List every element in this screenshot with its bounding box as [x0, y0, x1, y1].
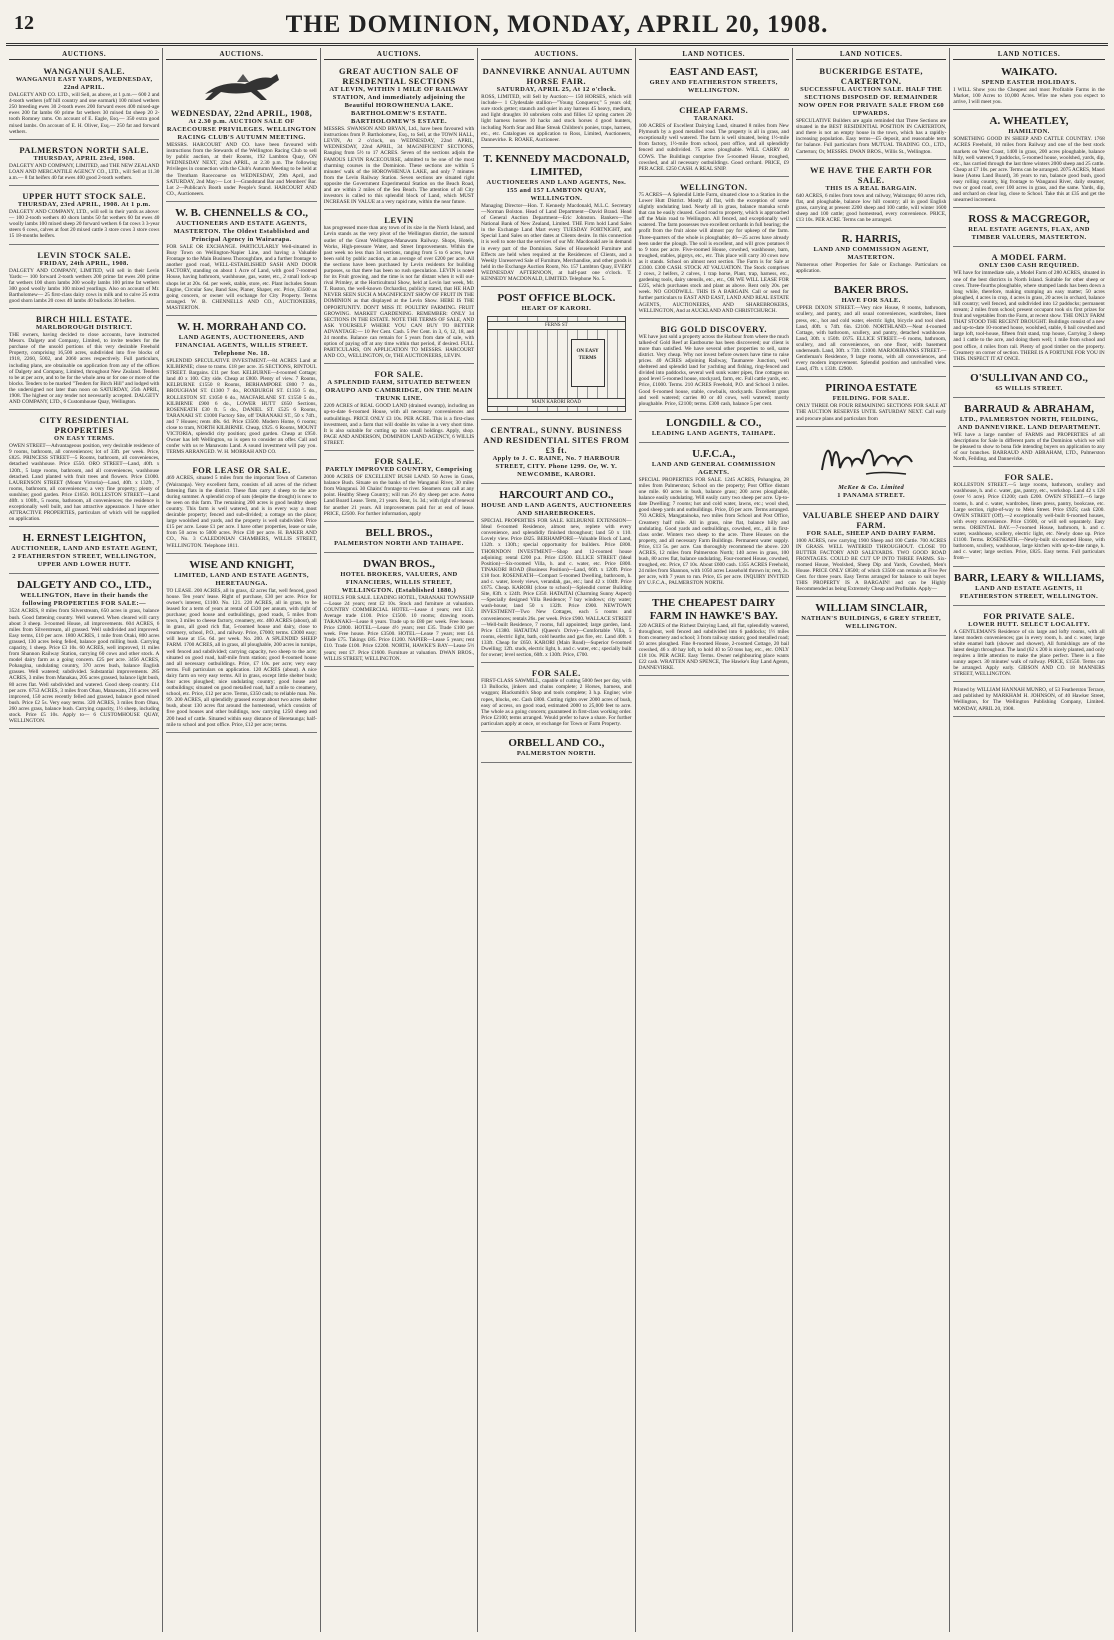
ad-headline: U.F.C.A., [692, 447, 736, 460]
column-heading: AUCTIONS. [481, 48, 631, 60]
ad-subheading: SUCCESSFUL AUCTION SALE. HALF THE SECTIONS DISPOSED OF. REMAINDER NOW OPEN FOR PRIVATE SALE FROM £60 UPWARDS. [798, 86, 945, 118]
ad-body-text: WE have a large number of FARMS and PROPERTIES of all descriptions for Sale in different parts of the Dominion which we will be pleased to show to bona fide intending buyers on application to any of our branches. BARRAUD AND ABRAHAM, LTD., Palmerston North, Feilding, and Dannevirke. [953, 431, 1105, 463]
column-3 [321, 48, 478, 1632]
ad-body-text: ROSS, LIMITED, will Sell by Auction:— 150 HORSES, which will include— 1 Clydesdale stallion—"Young Conqueror," 5 years old; sure stock getter; staunch and quiet in any harness 45 heavy, medium, and light draughts 10 unbroken colts and fillies 12 spring carters 20 light harness horses 10 hacks and stock horses 4 good hunters, including North Star and Blue Streak Children's ponies, traps, harness, etc., etc. Catalogues on application to Ross, Limited, Auctioneers, Dannevirke. R. ROAKE, Auctioneer. [481, 94, 632, 143]
column-heading: LAND NOTICES. [639, 48, 789, 60]
advertisement [324, 453, 474, 522]
ad-body-text: I WILL Show you the Cheapest and most Profitable Farms in the Market, 100 Acres to 10,000 Acres. Wire me when you expect to arrive, I will meet you. [953, 87, 1105, 106]
newspaper-title: THE DOMINION, MONDAY, APRIL 20, 1908. [285, 10, 829, 38]
ad-body-text: 1000 ACRES, now carrying 1900 Sheep and 100 Cattle. 700 ACRES IN GRASS. WELL WATERED THROUGHOUT. CLOSE TO BUTTER FACTORY AND SALEYARDS. TWO GOOD ROAD FRONTAGES. COULD BE CUT UP INTO THREE FARMS. Six-roomed House, Woolshed, Sheep Dip and Yards, Cowshed, Men's House. PRICE ONLY £8500; of which £3500 can remain at Five Per Cent. for three years. Easy Terms arranged for balance to suit buyer. THIS PROPERTY IS A BARGAIN! and can be Highly Recommended as being Extremely Cheap and Profitable. Apply— [795, 537, 947, 593]
advertisement [9, 311, 159, 410]
ad-subheading: MARLBOROUGH DISTRICT. [35, 324, 133, 332]
advertisement [953, 569, 1104, 606]
ad-headline: BUCKERIDGE ESTATE, CARTERTON. [819, 66, 923, 87]
advertisement [953, 469, 1104, 566]
column-1 [6, 48, 163, 1632]
ad-headline: WELLINGTON. [680, 181, 748, 192]
ad-subheading: LAND AGENTS, AUCTIONEERS, AND FINANCIAL AGENTS, WILLIS STREET. Telephone No. 18. [175, 333, 308, 357]
ad-subheading: GREY AND FEATHERSTON STREETS, WELLINGTON. [649, 79, 778, 95]
advertisement [639, 102, 789, 177]
ad-body-text: TO LEASE. 200 ACRES, all in grass, 42 acres flat, well fenced, good house. Ten years' lease. Right of purchase, £30 per acre. Price for owner's interest, £1100. No. 121. 220 ACRES, all in grass, to be leased for a term of years at rental of £320 per annum, with right of purchase; good house and outbuildings, good roads, 5 miles from town, 3 miles to cheese factory, creamery, etc. 400 ACRES (about), all in grass, all good rich flat, 5-roomed house and dairy, close to creamery, school, P.O., and railway. Price, £7000; terms. £3000 easy; will lease at 15s. 6d. per week. No. 200. A SPLENDID SHEEP FARM. 1700 ACRES, all in grass, all ploughable, 200 acres in turnips, well fenced and subdivided; carrying capacity, two sheep to the acre; situated on good road, half-mile from station; good 8-roomed house and all necessary outbuildings. Price, £7 10s. per acre; very easy terms. Full particulars on application. 120 ACRES (about). A nice dairy farm on very easy terms. All in grass, except little shelter bush; four acres ploughed; nice undulating country; good house and outbuildings; situated on good metalled road, half a mile to creamery, school, etc. Price, £12 per acre. Terms, £350 cash; to reliable man. No. 99. 200 ACRES, all splendidly grassed except about two acres shelter bush, about 130 acres flat around the homestead, which consists of five good houses and other buildings, now carrying 1250 sheep and 200 head of cattle. Situated within easy distance of Heretaunga; half-mile to school and post office. Price, £12 per acre; terms. [166, 587, 317, 728]
ad-body-text: HOTELS FOR SALE. LEADING HOTEL, TARANAKI TOWNSHIP—Lease 24 years; rent £2 10s. Stock and furniture at valuation. COUNTRY COMMERCIAL HOTEL—Lease 4 years; rent £12. Average trade £100. Price £1500. 10 rooms; drawing room. TARANAKI—Lease 8 years. Trade up to £80 per week. Free house. Price £2000. HOTEL—Lease 4½ years; rent £35. Trade £100 per week. Free house. Price £3500. HOTEL—Lease 7 years; rent £4. Trade £75. Takings £85. Price £1200. NAPIER—Lease 5 years; rent £10. Trade £100. Price £2200. NORTH, HAWKE'S BAY—Lease 5½ years; rent £7. Price £1600. Furniture at valuation. DWAN BROS., WILLIS STREET, WELLINGTON. [323, 594, 475, 662]
ad-headline: LEVIN STOCK SALE. [37, 249, 131, 260]
ad-subheading: ONLY £300 CASH REQUIRED. [978, 262, 1080, 270]
ad-subheading: PARTLY IMPROVED COUNTRY, Comprising [325, 466, 473, 474]
ad-headline: VALUABLE SHEEP AND DAIRY FARM. [802, 509, 940, 530]
ad-subheading: At 2.30 p.m. AUCTION SALE OF RACECOURSE PRIVILEGES. WELLINGTON RACING CLUB'S AUTUMN MEETING. [166, 118, 317, 142]
ad-headline: O'SULLIVAN AND CO., [970, 371, 1088, 384]
plan-street-bottom: MAIN KARORI ROAD [488, 398, 624, 407]
ad-headline: POST OFFICE BLOCK. [497, 292, 616, 305]
advertisement [796, 507, 946, 598]
advertisement [166, 462, 316, 553]
ad-body-text: Managing Director—Hon. T. Kennedy Macdonald, M.L.C. Secretary—Norman Bolston. Head of Land Department—David Brand. Head of General Auction Department—Eric Johnston. Bankers—The National Bank of New Zealand, Limited. THE Firm hold Land Sales in the Exchange Land Mart every TUESDAY FORTNIGHT, and Special Land Sales on other dates at Clients desire. In this connection it is well to note that the services of our Mr. Macdonald are in demand in every part of the Dominion. Sales of Household Furniture and Effects are held when required at the Residences of Clients, and a Weekly Unreserved Sale of Furniture, Merchandise, and other goods is held in the Exchange Auction Room, No. 157 Lambton Quay, EVERY WEDNESDAY AFTERNOON, at half-past one o'clock. T. KENNEDY MACDONALD, LIMITED. Telephone No. 5. [481, 202, 632, 282]
page-number: 12 [14, 12, 34, 34]
ad-subheading: LIMITED, LAND AND ESTATE AGENTS, HERETAUNGA. [174, 571, 309, 587]
ad-body-text: SOMETHING GOOD IN SHEEP AND CATTLE COUNTRY. 1768 ACRES Freehold, 10 miles from Railway and one of the best stock markets on West Coast, 1400 in grass, 200 acres ploughable, balance hilly, well watered, 9 paddocks, 5-roomed house, woolshed, yards, dip, etc., has carried through the last three winters 2000 sheep and 25 cattle. Cheap at £7 10s. per acre. Terms can be arranged. 2075 ACRES, Maori lease (Aotea Land Board), 36 years to run, balance good bush, good easy rolling country, big frontage to Wanganui River, daily steamer, two or good road, over 100 acres in grass, and the same. Yards, dip, and orchard on clear log, close to School. Take this at £35 and get the unearned increment. [953, 136, 1105, 204]
ad-headline: WISE AND KNIGHT, [189, 558, 294, 571]
ad-headline: BARR, LEARY & WILLIAMS, [953, 571, 1105, 584]
ad-subheading: THURSDAY, 23rd APRIL, 1908. At 1 p.m. [17, 201, 151, 209]
ad-subheading: LEADING LAND AGENTS, TAIHAPE. [651, 429, 776, 437]
ad-body-text: SPECIAL PROPERTIES FOR SALE. 1245 ACRES, Pohangina, 28 miles from Palmerston; School on the property; Post Office distant one mile. 60 acres in bush, balance grass; 200 acres ploughable, balance easily undulating. Will easily carry two sheep per acre. Up-to-date Dwelling; 7 rooms; hot and cold water, lawns, etc.; wool shed, good sheep yards and outbuildings. Price, £6 per acre. Terms arranged. 793 ACRES, Mangatainoka, two miles from School and Post Office, Creamery half mile. All in grass, nine flat, balance hilly and undulating. Good yards and outbuildings, cowshed, etc., all in first-class order. Winters two sheep to the acre. Three Houses on the property, and all necessary Farm Buildings. Permanent water supply. Price, £13 5s. per acre. Can thoroughly recommend the above. 220 ACRES, 12 miles from Palmerston North; 140 acres in grass, 100 bush, 80 acres flat, balance undulating. Four-roomed House, cowshed, troughed, etc. Price, £7 10s. About £600 cash. 1355 ACRES Freehold, 24 miles from Shannon, with 1050 acres Leasehold thrown in; rent, 2s. per acre, with 7 years to run. Price, £5 per acre. INQUIRY INVITED BY U.F.C.A., PALMERSTON NORTH. [638, 476, 789, 587]
ad-subheading: PALMERSTON NORTH AND TAIHAPE. [334, 539, 464, 547]
advertisement [953, 608, 1104, 683]
ad-body-text: WE have just sold a property across the Harbour from where the much talked-of Gold Reef at Eastbourne has been discovered; our client is more than satisfied. We have several other properties to sell, same district. Very cheap. Why not invest before owners have time to raise prices. 40 ACRES adjoining Railway, Taumarere Junction, well sheltered and splendid land for yachting and fishing, ring-fenced and divided into paddocks, several well sunk water pipes, fine cottages on good level 5-roomed house, stockyard, farm, etc. Full cattle yards, etc. Price, £1000. Terms. 210 ACRES Freehold, P.O. and School 3 miles. Good 6-roomed house, stable, cowbails, stockyards. Excellent grass and well watered; carries 80 or 40 cows, well watered; mostly ploughable. Price, £2100; terms. £300 cash, balance 5 per cent. [638, 333, 789, 407]
ad-body-text: MESSRS. HARCOURT AND CO. have been favoured with instructions from the Stewards of the Wellington Racing Club to sell by public auction, at their Rooms, 192 Lambton Quay, ON WEDNESDAY NEXT, 22nd APRIL, at 2.30 p.m. The following Privileges in connection with the Club's Autumn Meeting to be held at the Trentham Racecourse on WEDNESDAY, 29th April, and SATURDAY, 2nd May:— Lot 1—Grandstand Bar and Members' Bar. Lot 2—Publican's Booth under People's Stand. HARCOURT AND CO., Auctioneers. [166, 142, 317, 197]
advertisement [9, 247, 159, 310]
ad-body-text: 2000 ACRES OF EXCELLENT BUSH LAND. 50 Acres in Grass, balance Bush. Situate on the banks of the Wanganui River, 30 miles from Wanganui. 30 Chains' frontage to river. Steamers can call at any point. Healthy Sheep Country; will run 2½ dry sheep per acre. Aotea Land Board Lease. Term, 21 years. Rent, 1s. 3d.; with right of renewal for another 21 years. All improvements paid for at end of lease. PRICE, £2500. For further information, apply [323, 474, 475, 517]
ad-body-text: SPLENDID SPECULATIVE INVESTMENT.—84 ACRES Land at KILBIRNIE; close to trams. £18 per acre. 35 SECTIONS, RINTOUL STREET. Bargains. £11 per foot. KELBURNE—4-roomed Cottage; land 40 x 100. City side. Cheap at £800. Plenty of view. 7 Rooms, KELBURNE £1550 8 Rooms, BERHAMPORE £800 7 do., BROUGHAM ST. £1300 7 do., ROXBURGH ST. £1350 5 do., ROLLESTON ST. £1050 6 do., MACFARLANE ST. £1550 5 do., KILBIRNIE £900 6 do., LOWER HUTT £650 Sections, ROSENEATH £30 ft. 5 do., DANIEL ST. £525 6 Rooms, TARANAKI ST. £1000 Factory Site, off TARANAKI ST., 50 x 74ft., and 7 Houses; rents 48s. 6d. Price £3500. Modern Home, 6 rooms; close to tram, NORTH KILBIRNIE. Cheap, £925. 6 Rooms, MOUNT VICTORIA, splendid city position; good garden. Cheap at £950. Owner has left Wellington, so is open to consider an offer. Call and confer with us re Manawatu Land. A sound investment will pay you. TERMS ARRANGED. W. H. MORRAH AND CO. [166, 357, 317, 456]
ad-body-text: DALGETY AND COMPANY, LIMITED, will sell in their Levin Yards:— 100 forward 2-tooth wethers 200 prime fat ewes 200 prime fat wethers 100 shorn lambs 200 woolly lambs 100 prime fat wethers 300 good woolly lambs 100 mixed yearlings. Also on account of Mr. Bartholomew— 25 first-class dairy cows in milk and to calve 25 extra good shorn lambs 20 cows 40 lambs 40 bullocks 30 heifers. [9, 267, 160, 304]
ad-subheading: 1 PANAMA STREET. [837, 491, 906, 499]
ad-body-text: DALGETY AND COMPANY, LIMITED, and THE NEW ZEALAND LOAN AND MERCANTILE AGENCY CO., LTD., will Sell at 11.30 a.m.— 8 fat heifers 40 fat ewes 400 good 2-tooth wethers. [9, 162, 160, 181]
ad-subheading: HAMILTON. [1008, 128, 1050, 136]
ad-subheading: THIS IS A REAL BARGAIN. [825, 184, 917, 192]
advertisement [166, 204, 316, 316]
advertisement [9, 412, 159, 527]
ad-headline: BARRAUD & ABRAHAM, [964, 402, 1094, 415]
ad-subheading: TARANAKI. [693, 115, 734, 123]
advertisement [953, 249, 1104, 366]
ad-body-text: 75 ACRES—A Splendid Little Farm, situated close to a Station in the Lower Hutt District. Mostly all flat, with the exception of some slightly undulating land. Nearly all in grass, balance manuka scrub that can be easily cleared. Good road to property, which is approached off the Main road to Wellington. All fenced, and exceptionally well watered. The farm possesses two excellent orchards in full bearing; the profit from the fruit alone will almost pay for upkeep of the farm. Three-quarters of the whole is ploughable; 40—25 acres have already been under the plough. The soil is excellent, and will grow potatoes 8 to 9 tons per acre. Five-roomed House, cowshed, washhouse, barn, troughed, stables, pigstys, etc., etc. This place will carry 30 cows now as it stands. School on almost next section. The Farm is for Sale at £3300. £300 CASH. STOCK AT VALUATION. The Stock comprises 2 cows, 2 heifers, 2 calves, 1 trap horse, Plant, trap, harness, etc., gardening tools, dairy utensils, etc., etc., OR WE WILL LEASE FOR £225, which purchases stock and plant as above. Rent only 20s. per week. NO GOODWILL. THIS IS A BARGAIN. Call or send for further particulars to EAST AND EAST, LAND AND REAL ESTATE AGENTS, AUCTIONEERS, AND SHAREBROKERS, WELLINGTON, And at AUCKLAND AND CHRISTCHURCH. [638, 191, 789, 314]
ad-subheading: FOR SALE, SHEEP AND DAIRY FARM. [806, 529, 936, 537]
ad-body-text: DALGETY AND COMPANY, LTD., will sell in their yards as above:— 100 2-tooth wethers 40 shorn lambs 50 fat wethers 60 fat ewes 40 woolly lambs 100 mixed sheep 20 forward wethers 6 fat cows 3 3-year steers 6 cows, calves at foot 20 mixed cattle 3 store cows 3 store cows 15 18-months heifers. [9, 209, 160, 240]
newspaper-page [6, 6, 1108, 1634]
ad-subheading: 65 WILLIS STREET. [995, 384, 1063, 392]
mckee-signature-logo-icon [816, 436, 926, 480]
column-7 [950, 48, 1107, 1632]
ad-subheading: HEART OF KARORI. [521, 305, 592, 313]
ad-subheading: HAVE FOR SALE. [841, 297, 901, 305]
ad-headline: WAIKATO. [1000, 66, 1058, 79]
advertisement [953, 63, 1104, 110]
ad-headline: CENTRAL, SUNNY. BUSINESS AND RESIDENTIAL SITES FROM £3 ft. [483, 425, 630, 456]
ad-headline: W. H. MORRAH AND CO. [177, 320, 307, 333]
ad-headline: THE CHEAPEST DAIRY FARM IN HAWKE'S BAY. [649, 596, 778, 622]
columns [6, 48, 1108, 1632]
advertisement [324, 63, 474, 210]
ad-body-text: THE owners, having decided to close accounts, have instructed Messrs. Dalgety and Company, Limited, to invite tenders for the purchase of the unsold portions of this very desirable Freehold Property, comprising 16,500 acres, subdivided into five blocks of 1918, 2260, 5002, and 2060 acres respectively. Full particulars, including plans, are obtainable on application from any of the offices of Dalgety and Company, Limited, throughout New Zealand. Tenders to be at per acre, and to be for the whole area or for one or more of the blocks. Tenders to be marked "Tenders for Birch Hill" and lodged with the undersigned not later than noon on SATURDAY, 25th APRIL, 1908. The highest or any tender not necessarily accepted. DALGETY AND COMPANY, LTD., 6 Customhouse Quay, Wellington. [9, 332, 160, 406]
advertisement [166, 318, 316, 461]
ad-headline: FOR PRIVATE SALE. [983, 610, 1075, 621]
ad-body-text: 2209 ACRES of REAL GOOD LAND (drained swamp), including an up-to-date 6-roomed House, with all necessary conveniences and outbuildings. PRICE ONLY £3 10s. PER ACRE. This is a first-class investment, and a farm that will double its value in a very short time. It is also suitable for cutting up into small holdings. Apply, shop. PAGE AND ANDERSON, DOMINION LAND AGENCY, 6 WILLIS STREET. [323, 403, 475, 446]
ad-subheading: THURSDAY, APRIL 23rd, 1908. [33, 154, 135, 162]
ad-headline: R. HARRIS, [841, 233, 901, 246]
ad-headline: W. B. CHENNELLS & CO., [175, 206, 308, 219]
column-heading: LAND NOTICES. [796, 48, 946, 60]
ad-subheading: LAND AND ESTATE AGENTS, 11 FEATHERSTON STREET, WELLINGTON. [959, 584, 1099, 600]
column-4 [478, 48, 635, 1632]
ad-headline: DWAN BROS., [363, 557, 435, 570]
column-5 [636, 48, 793, 1632]
ad-subheading: SATURDAY, APRIL 25, At 12 o'clock. [496, 86, 617, 94]
ad-headline: EAST AND EAST, [669, 66, 758, 79]
racehorse-illustration-icon [197, 70, 287, 104]
ad-headline: BELL BROS., [365, 526, 433, 539]
column-2 [163, 48, 320, 1632]
column-heading: AUCTIONS. [166, 48, 316, 60]
advertisement [796, 379, 946, 426]
advertisement [481, 63, 631, 148]
ad-subheading: Apply to J. C. RAINE, No. 7 HARBOUR STREET, CITY. Phone 1299. Or, W. Y. NEWCOMBE, KARORI. [492, 455, 621, 479]
ad-body-text: Printed by WILLIAM HANNAH MUNRO, of 53 Featherston Terrace, and published by MARKHAM H. JOHNSON, of 40 Hawker Street, Wellington, for The Wellington Publishing Company, Limited. MONDAY, APRIL 20, 1908. [953, 687, 1105, 712]
ad-subheading: LOWER HUTT. SELECT LOCALITY. [968, 620, 1090, 628]
advertisement [166, 63, 316, 202]
ad-subheading: LAND AND COMMISSION AGENT, MASTERTON. [813, 246, 929, 262]
ad-body-text: WE have for immediate sale, a Model Farm of 280 ACRES, situated in one of the best districts in North Island. Suitable for other sheep or cows. Three-fourths ploughable, where stumped lands has been down a long while, therefore, making stumping an easy matter; 50 acres ploughed, 4 acres in crop, 4 acres in grass, 20 acres in orchard, balance hill country; well fenced, and subdivided into 12 paddocks; permanent stream; 2 miles from school; present occupant took six first prizes for fruit and vegetables from the Farm, at recent show. THE ONLY FARM THAT STOOD THE RECENT DROUGHT. Buildings consist of a new and up-to-date 10-roomed house, woolshed, stable, 6 bail cowshed and large loft, tool-house, fifteen fruit stand, trap house, Carrying 3 sheep and 1 cattle to the acre, and doing them well; 1 mile from school and post office, 4 miles from rail. Plenty of good timber on the property. Creamery on corner of section. THERE IS A FORTUNE FOR YOU IN THIS. INSPECT IT AT ONCE. [953, 270, 1105, 362]
ad-body-text: SPECIAL PROPERTIES FOR SALE. KELBURNE EXTENSION—Ideal 6-roomed Residence, almost new, replete with every convenience, and splendidly finished throughout; land 50 x 110. Lovely view. Price £825. BERHAMPORE—Valuable Block of Land, 132ft. x 130ft.; special opportunity for builders. Price £800. THORNDON INVESTMENT—Shop and 12-roomed house adjoining; rental £200 p.a. Price £2500. ELLICE STREET (Ideal Position)—Six-roomed Villa, h. and c. water, etc. Price £800. TINAKORI ROAD (Business Position)—Land, 66ft. x 120ft. Price £18 foot. ROSENEATH—Compact 5-roomed Dwelling, bathroom, h. and c. water, lovely views, verandah, gas, etc.; land 42 x 104ft. Price £675. Cheap. KARORI (close to school)—Splendid corner Building Site, 83ft. x 124ft. Price £350. HATAITAI (Charming Sunny Aspect)—Specially designed Villa Residence; 7 bay windows; city water; wash-house; land 50 x 132ft. Price £900. NEWTOWN INVESTMENT—Two New Cottages, each 5 rooms and conveniences; rentals 26s. per week. Price £900. WALLACE STREET—Well-built Residence, 7 rooms, full appointed; large garden, land. Price £1380. HATAITAI (Queen's Drive)—Comfortable Villa, 5 rooms, electric light, bath, cold hearths and gas fire, etc. Land 40ft. x 133ft. Cheap for £650. KARORI (Main Road)—Superior 6-roomed Dwelling; 12ft. studs, electric light, h. and c. water, etc.; specially built for owner; level section, 60ft. x 130ft. Price, £700. [481, 518, 632, 659]
ad-subheading: AUCTIONEERS AND LAND AGENTS, Nos. 155 and 157 LAMBTON QUAY, WELLINGTON. [486, 178, 627, 202]
ad-headline: CITY RESIDENTIAL PROPERTIES [39, 415, 130, 436]
ad-body-text: FIRST-CLASS SAWMILL, capable of cutting 5000 feet per day, with 13 Bullocks, jinkers and chains complete; 2 Horses, harness, and waggon; Blacksmith's Shop and tools complete; 3 h.p. Engine; wire ropes, blocks, etc. Cash £800. Cutting rights over 2000 acres of bush, easy of access, on good road, estimated 2000 to 25,000 feet to acre. The whole as a going concern; guaranteed in first-class working order. Price £2100; terms arranged. Would prefer to have a share. For further particulars apply at once, or exchange for Town or Farm Property. [481, 678, 632, 727]
plan-easy-terms: ON EASY TERMS [571, 339, 605, 387]
ad-headline: PALMERSTON NORTH SALE. [19, 144, 150, 155]
advertisement [9, 576, 159, 729]
ad-subheading: AUCTIONEERS AND ESTATE AGENTS, MASTERTON. The Oldest Established and Principal Agency in Wairarapa. [173, 219, 310, 243]
ad-subheading: NATHAN'S BUILDINGS, 6 GREY STREET, WELLINGTON. [801, 615, 942, 631]
ad-body-text: FOR SALE OR EXCHANGE. PARTICULARLY Well-situated in Busy Town on Wellington-Napier Line, and having a Valuable Frontage to the Main Business Thoroughfare, and a further frontage to another good road, WELL-ESTABLISHED SASH AND DOOR FACTORY, standing on about 1 Acre of Land, with good 7-roomed House, having bathroom, washhouse, gas, water, etc., 2 small lock-up shops let at 20s. 6d. per week, stable, store, etc. Plant includes Steam Engine, Circular Saw, Band Saw, Planer, Shaper, etc. Price, £3500 as going concern, or owner will exchange for City Property. Terms arranged. W. B. CHENNELLS AND CO., AUCTIONEERS, MASTERTON. [166, 243, 317, 311]
ad-headline: PIRINOA ESTATE [825, 382, 917, 395]
ad-subheading: FEILDING. FOR SALE. [832, 395, 910, 403]
ad-headline: A. WHEATLEY, [989, 115, 1069, 128]
ad-headline: WILLIAM SINCLAIR, [815, 602, 928, 615]
ad-subheading: LTD., PALMERSTON NORTH, FEILDING, AND DANNEVIRKE. LAND DEPARTMENT. [957, 415, 1101, 431]
ad-headline: CHEAP FARMS. [679, 105, 749, 116]
ad-body-text: ONLY THREE OR FOUR REMAINING SECTIONS FOR SALE AT THE AUCTION RESERVES UNTIL SATURDAY NEXT. Call early and procure plans and particulars from [795, 403, 947, 422]
ad-headline: LONGDILL & CO., [666, 416, 762, 429]
advertisement [481, 150, 631, 287]
ad-body-text: MESSRS. SWANSON AND BRYAN, Ltd., have been favoured with instructions from P. Bartholomew, Esq., to Sell, at the TOWN HALL, LEVIN, At 2 o'clock, on WEDNESDAY, 22nd APRIL, WEDNESDAY, 22nd APRIL, 34 MAGNIFICENT SECTIONS, Ranging from 5½ to 17 ACRES. Seven of the sections adjoin the FAMOUS LEVIN RACECOURSE, admitted to be one of the most charming courses in the Dominion. These sections are within 5 minutes' walk of the HOROWHENUA LAKE, and only 7 minutes from the Levin Railway Station. Seven sections are situated right opposite the Government Experimental Station on the Beach Road, and are within 2 miles of the Sea Beach. The attention of all City investors is called to this splendid block of Land, which MUST INCREASE IN VALUE at a very rapid rate, within the near future. [323, 126, 475, 206]
ad-headline: BAKER BROS. [833, 284, 909, 297]
advertisement [324, 212, 474, 364]
ad-headline: BIG GOLD DISCOVERY. [660, 323, 767, 334]
advertisement [9, 529, 159, 574]
advertisement [796, 230, 946, 279]
ad-headline: ROSS & MACGREGOR, [968, 213, 1090, 226]
advertisement [796, 429, 946, 505]
advertisement [481, 422, 631, 484]
ad-body-text: 220 ACRES of the Richest Dairying Land, all flat, splendidly watered, throughout, well fenced and subdivided into 6 paddocks; 1½ miles from creamery and school; 3 from railway station; good metalled road; 50 acres ploughed. Fine 8-roomed House, 2-roomed Cottage, 20 bail cowshed, 46 x 40 hay loft, to hold 40 to 50 tons hay, etc., etc. ONLY £18 10s. PER ACRE. Easy Terms. Owner neighbouring place wants £22 cash. WRATTEN AND SPENCE, The Hawke's Bay Land Agents, DANNEVIRKE. [638, 622, 789, 672]
ad-headline: WEDNESDAY, 22nd APRIL, 1908, [170, 108, 313, 119]
advertisement [639, 594, 789, 677]
ad-subheading: FRIDAY, 24th APRIL, 1908. [39, 259, 129, 267]
ad-subheading: PALMERSTON NORTH. [516, 749, 596, 757]
ad-headline: FOR LEASE OR SALE. [192, 465, 291, 476]
ad-body-text: ROLLESTON STREET.—5 large rooms, bathroom, scullery and washhouse, h. and c. water, gas, pantry, etc., workshop. Land 42 x 128 (over ½ acre). Price £1200; cash £200. OWEN STREET.—6 large rooms, h. and c. water, wardrobes, linen press, pantry, bookcase, etc. Large section, right-of-way to Mein Street. Price £925; cash £200. OWEN STREET (Off).—2 exceptionally well-built 6-roomed houses, with every convenience. Price £1600, or will sell separately. Easy terms. ORIENTAL BAY.—7-roomed House, bathroom, h. and c. water, washhouse, scullery, electric light, etc. Newly done up. Price £1100. Terms. ROSENEATH.—Newly-built six-roomed House, with bathroom, scullery, washhouse, large kitchen with up-to-date range, h. and c. water; large section. Price, £825. Easy terms. Full particulars from— [953, 482, 1105, 562]
advertisement [953, 112, 1104, 208]
ad-subheading: HOTEL BROKERS, VALUERS, AND FINANCIERS, WILLIS STREET, WELLINGTON. (Established 1880.) [340, 570, 458, 594]
ad-subheading: AUCTIONEER, LAND AND ESTATE AGENT, 2 FEATHERSTON STREET, WELLINGTON, UPPER AND LOWER HUTT. [10, 545, 158, 569]
advertisement [796, 63, 946, 160]
ad-headline: H. ERNEST LEIGHTON, [22, 532, 146, 545]
advertisement [166, 556, 316, 733]
ad-subheading: SPEND EASTER HOLIDAYS. [981, 79, 1077, 87]
column-heading: AUCTIONS. [9, 48, 159, 60]
ad-headline: FOR SALE. [531, 668, 581, 679]
ad-subheading: A SPLENDID FARM, SITUATED BETWEEN ORAUPO AND CAMBRIDGE, ON THE MAIN TRUNK LINE. [325, 379, 473, 403]
advertisement [953, 400, 1104, 467]
ad-headline: A MODEL FARM. [991, 252, 1067, 263]
advertisement [796, 162, 946, 228]
ad-headline: BIRCH HILL ESTATE. [36, 314, 133, 325]
ad-body-text: SPECULATIVE Builders are again reminded that Three Sections are situated in the BEST RESIDENTIAL POSITION IN CARTERTON, and there is not an empty house in the town, which has a rapidly-increasing population. Easy terms—£5 deposit, and reasonable term for balance. Full particulars from MUTUAL TRADING CO., LTD., Carterton; Or, MESSRS. DWAN BROS., Willis St., Wellington. [795, 118, 947, 155]
advertisement [324, 366, 474, 451]
ad-subheading: LAND AND GENERAL COMMISSION AGENTS. [651, 460, 776, 476]
advertisement [324, 524, 474, 553]
advertisement [796, 281, 946, 377]
ad-headline: McKee & Co. Limited [838, 483, 905, 491]
advertisement [796, 599, 946, 636]
advertisement [9, 63, 159, 140]
ad-body-text: OWEN STREET—Advantageous position, very desirable residence of 9 rooms, bathroom, all conveniences; lot of 33ft. per week. Price, £825. PRINCESS STREET—5 Rooms, bathroom, all conveniences, detached washhouse. Price £550. ORO STREET—Land, 40ft. x 120ft., 5 large rooms, bathroom, and all conveniences, washhouse detached. Land planted with fruit trees and flowers. Price £1000. LAURENSON STREET (Mount Victoria)—Land, 40ft. x 132ft., 7 rooms, bathroom, all conveniences; a very fine property; plenty of sunshine; good garden. Price £1650. ROLLESTON STREET—Land 40ft. x 100ft., 5 rooms, bathroom, all conveniences; the residence is exceptionally well built, and has attractive appearance. I have other ATTRACTIVE PROPERTIES, particulars of which will be supplied on application. [9, 443, 160, 523]
ad-headline: HARCOURT AND CO., [499, 489, 614, 502]
column-heading: AUCTIONS. [324, 48, 474, 60]
ad-headline: FOR SALE. [1004, 472, 1054, 483]
masthead [6, 6, 1108, 46]
advertisement [639, 445, 789, 592]
advertisement [639, 179, 789, 319]
ad-headline: UPPER HUTT STOCK SALE. [22, 191, 146, 202]
ad-headline: FOR SALE. [374, 369, 424, 380]
karori-subdivision-plan [487, 316, 625, 412]
advertisement [481, 734, 631, 763]
ad-body-text: UPPER DIXON STREET.—Very nice House, 8 rooms, bathroom, scullery, and pantry, and all usual conveniences, wardrobes, linen press, etc., hot and cold water, electric light, bicycle and tool shed. Land, 40ft. x 74ft. 6in. £2100. NORTHLAND.—Neat 4-roomed Cottage, with bathroom, scullery, and pantry, detached washhouse. Land, 30ft. x 150ft. £675. ELLICE STREET.—6 rooms, bathroom, scullery, and all conveniences, on one floor, with basement underneath. Land, 30ft. x 73ft. £1000. MARJORIBANKS STREET.—Gentleman's Residence, 9 large rooms, with all conveniences, and every modern improvement. Splendid position and unrivalled view. Land, 47ft. x 133ft. £2900. [795, 305, 947, 373]
ad-subheading: AT LEVIN, WITHIN 1 MILE OF RAILWAY STATION, And immediately adjoining the Beautiful HOROWHENUA LAKE. BARTHOLOMEW'S ESTATE. BARTHOLOMEW'S ESTATE. [329, 86, 469, 126]
ad-headline: T. KENNEDY MACDONALD, LIMITED, [483, 152, 630, 178]
advertisement [9, 188, 159, 244]
ad-headline: DANNEVIRKE ANNUAL AUTUMN HORSE FAIR. [482, 66, 631, 87]
ad-headline: GREAT AUCTION SALE OF RESIDENTIAL SECTIONS [338, 66, 459, 87]
advertisement [639, 63, 789, 100]
ad-body-text: has progressed more than any town of its size in the North Island, and Levin stands as the very pivot of the Wellington district, the natural outlet of the Great Wellington-Manawatu Railway. Shops, Hotels, Works, High-pressure Water, and Street Improvements. Within the past week no less than 34 sections, ranging from 5 to 6 acres, have been sold by public auction, at an average of over £200 per acre. All the sections have been purchased by Levin residents for building purposes, so that there has been no rush speculation. LEVIN is noted for its Fruit growing, and the time is not far distant when it will out-rival Primley, at the Horticultural Show, held at Levin last week, Mr. T. Ruston, the well-known Orchardist, publicly stated, that HE HAD NEVER SEEN SUCH A MAGNIFICENT SHOW OF FRUIT IN THE DOMINION as that displayed at the Levin Show. HERE IS THE OPPORTUNITY. DON'T MISS IT. POULTRY FARMING. FRUIT GROWING. MARKET GARDENING. REMEMBER: ONLY 34 SECTIONS IN THE ESTATE. NOTE THE TERMS OF SALE, AND ASK YOURSELF WHERE YOU CAN BUY TO BETTER ADVANTAGE:— 10 Per Cent. Cash. 5 Per Cent. in 3, 6, 12, 18, and 24 months. Balance can remain for 5 years from date of sale, with option of paying off at any time within that period, if desired. FULL PARTICULARS, ON APPLICATION TO MESSRS. HARCOURT AND CO., WELLINGTON, Or, THE AUCTIONEERS, LEVIN. [323, 225, 475, 360]
advertisement [9, 142, 159, 186]
ad-body-text: 3524 ACRES, 8 miles from Silverstream, 650 acres in grass, balance bush. Good fattening country. Well watered. When cleared will carry about 3 sheep. 3-roomed House, all improvements. 604 ACRES, 6 miles from Silverstream, all grassed. Well subdivided and improved. Easy terms, £10 per acre. 1800 ACRES, 1 mile from Otaki, 800 acres grassed, 130 acres being felled, balance good milling bush. Carrying capacity, 1 sheep. Price £3 10s. 60 ACRES, well improved, 11 miles from Shannon Railway Station, carrying 60 cows and other stock. A model dairy farm as a going concern. £25 per acre. 3456 ACRES, Pohangina, undulating country, 370 acres bush, balance English grasses. Well watered; subdivided. Substantial improvements. 285 ACRES, 3 miles from Manakau, 205 acres grassed, balance light bush, 80 acres flat. Well subdivided and watered. Good sheep country. £14 per acre. 6753 ACRES, 3 miles from Ohau, Manawatu, 216 acres well improved, 150 acres recently felled and grassed, balance good mixed bush. Price £2 5s. Very easy terms. 320 ACRES, 3 miles from Ohau, 260 acres grass, balance bush. Carrying capacity, 1½ sheep, including stock. Price £5 10s. Apply to— 6 CUSTOMHOUSE QUAY, WELLINGTON. [9, 608, 160, 725]
advertisement [953, 369, 1104, 398]
ad-subheading: ON EASY TERMS. [54, 435, 115, 443]
ad-subheading: HOUSE AND LAND AGENTS, AUCTIONEERS AND SHAREBROKERS. [481, 502, 632, 518]
advertisement [481, 665, 631, 732]
ad-subheading: WELLINGTON, Have in their hands the following PROPERTIES FOR SALE:— [20, 592, 149, 608]
ad-headline: WANGANUI SALE. [43, 66, 125, 77]
advertisement [324, 555, 474, 667]
column-6 [793, 48, 950, 1632]
ad-body-text: Numerous other Properties for Sale or Exchange. Particulars on application. [795, 262, 947, 275]
ad-headline: FOR SALE. [374, 456, 424, 467]
advertisement [953, 684, 1104, 716]
ad-headline: LEVIN [384, 215, 414, 226]
ad-headline: WE HAVE THE EARTH FOR SALE. [809, 164, 933, 185]
ad-body-text: 640 ACRES, 6 miles from town and railway, Wairarapa; 60 acres rich, flat, and ploughable, balance low hill country; all in good English grass, carrying at present 2200 sheep and 100 cattle, will winter 1600 sheep and 100 cattle; good homestead, every convenience. PRICE, £13 10s. PER ACRE. Terms can be arranged. [795, 192, 947, 224]
ad-subheading: REAL ESTATE AGENTS, FLAX, AND TIMBER VALUERS, MASTERTON. [968, 226, 1090, 242]
advertisement [481, 289, 631, 420]
plan-street-top: FERNS ST [488, 321, 624, 330]
ad-headline: DALGETY AND CO., LTD., [16, 579, 152, 592]
ad-subheading: WANGANUI EAST YARDS, WEDNESDAY, 22nd APRIL. [15, 76, 153, 92]
advertisement [639, 321, 789, 412]
ad-body-text: A GENTLEMAN'S Residence of six large and lofty rooms, with all latest modern conveniences; gas in every room, h. and c. water, large white enamel bath (shower and shower), All furnishings are of the latest design throughout. The land (62 x 200 is nicely planted, and only requires a little attention to make the place perfect. There is a fine sunny aspect. 30 minutes' walk of railway. PRICE, £1550. Terms can be arranged. Apply early. GIBSON AND CO. 18 MANNERS STREET, WELLINGTON. [953, 628, 1105, 678]
ad-body-text: DALGETY AND CO. LTD., will Sell, as above, at 1 p.m.— 600 2 and 4-tooth wethers (off hill country and one earmark) 100 mixed wethers 250 breeding ewes 30 2-tooth ewes 200 forward ewes 400 mixed-age ewes 200 fat lambs 60 prime fat wethers 30 mixed fat sheep 20 2-tooth Romney rams. On account of E. Eagle, Esq.— 350 extra good mixed lambs. On account of E. H. Oliver, Esq.— 250 fat and forward wethers. [9, 92, 160, 135]
column-heading: LAND NOTICES. [953, 48, 1104, 60]
advertisement [639, 414, 789, 443]
ad-body-text: 469 ACRES, situated 5 miles from the important Town of Carterton (Wairarapa). Very excellent farm, consists of all acres of the richest fattening flats in the district. These flats carry 4 sheep to the acre during summer. A splendid crop of oats (despite the drought) is now to be seen on this farm. The remaining 200 acres is good healthy sheep country. This farm is well watered, and is in every way a most desirable property; fenced and sub-divided; a cottage on the place; large woolshed and yards, and the property is well subdivided. Price £15 per acre. Lease £1 per acre. I have other properties, lease or sale, from 50 acres to 5000 acres. Price £30 per acre. H. BAKER AND CO., No. 3 CALEDONIAN CHAMBERS, WILLIS STREET, WELLINGTON. Telephone 1811. [166, 475, 317, 549]
advertisement [481, 486, 631, 663]
advertisement [953, 210, 1104, 247]
ad-headline: ORBELL AND CO., [508, 736, 605, 749]
ad-body-text: 100 ACRES of Excellent Dairying Land, situated 8 miles from New Plymouth by a good metalled road. The property is all in grass, and exceptionally well watered. The farm is well situated, being 1½-mile from factory, 1½-mile from school, post office, and all splendidly fenced and subdivided. 75 acres ploughable. WILL CARRY 40 COWS. The Buildings comprise five 5-roomed House, troughed, cowshed, and all necessary outbuildings. Good orchard. PRICE, £9 PER ACRE. £250 CASH. A REAL SNIP. [638, 123, 789, 172]
